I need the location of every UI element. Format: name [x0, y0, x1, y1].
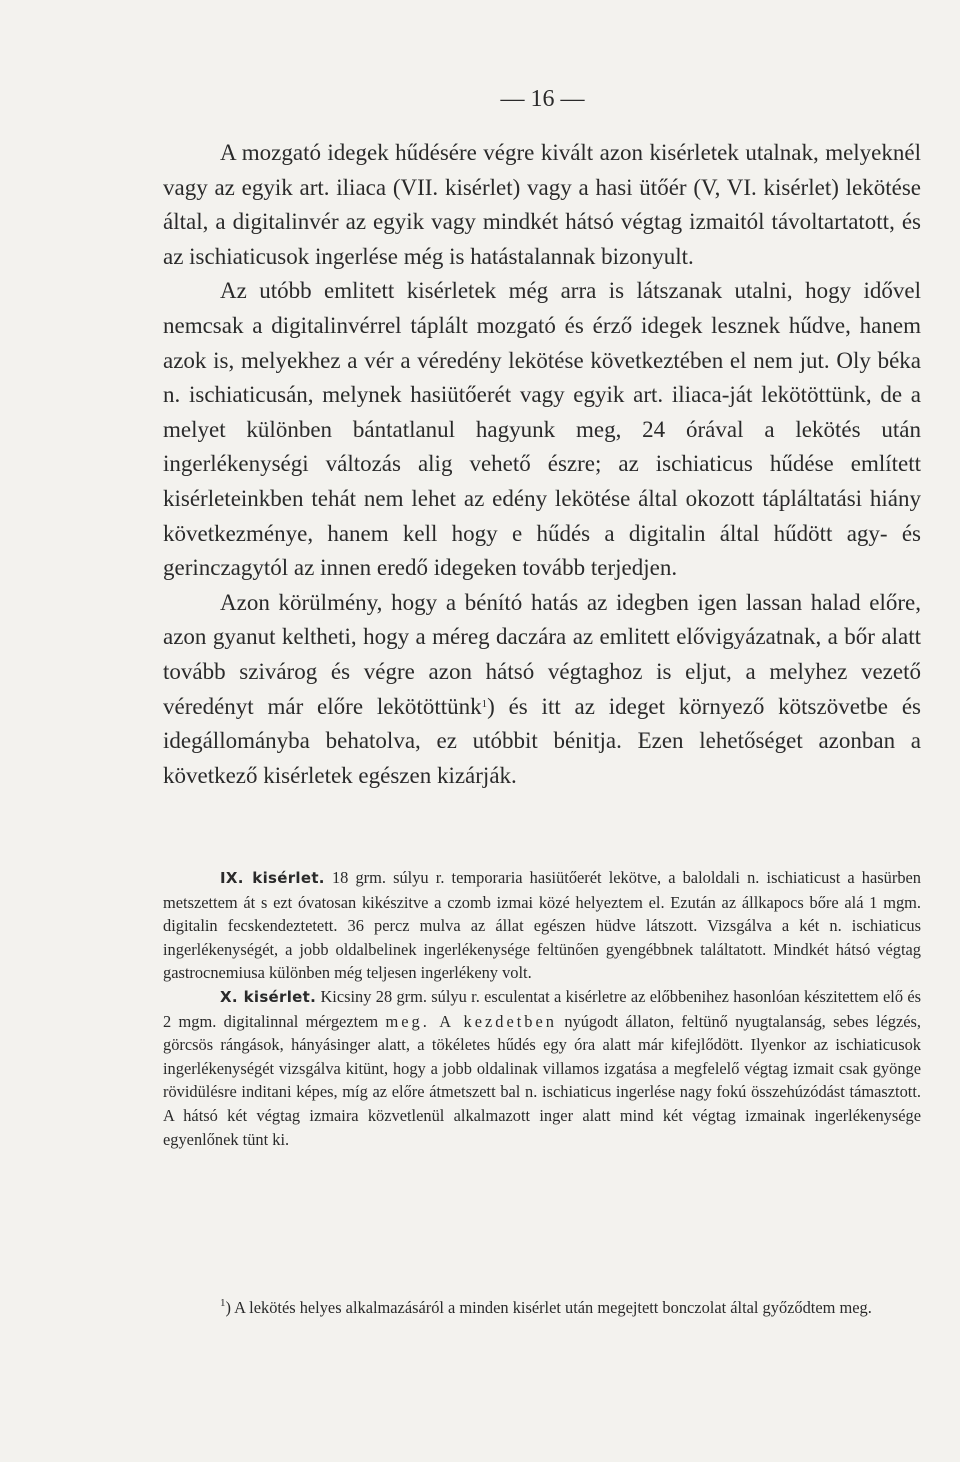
paragraph-1: A mozgató idegek hűdésére végre kivált azon kisérletek utalnak, melyeknél vagy az egyik art. iliaca (VII. kisérlet) vagy a hasi ütőér (V, VI. kisérlet) lekötése által, a digitalinvér az egyik vagy mindkét hátsó végtag izmaitól távoltartatott, és az ischiaticusok ingerlése még is hatástalannak bizonyult.: [163, 140, 921, 269]
experiment-ix-text: 18 grm. súlyu r. temporaria hasiütőerét lekötve, a baloldali n. ischiaticust a hasürben metszettem át s ezt óvatosan kikészitve a czomb izmai közé helyeztem el. Ezután az állkapocs bőre alá 1 mgm. digitalin fecskendeztetett. 36 percz mulva az állat egészen hüdve látszott. Vizsgálva a két n. ischiaticus ingerlékenységét, a jobb oldalbelinek ingerlékenysége feltünően gyengébbnek találtatott. Mindkét hátsó végtag gastrocnemiusa különben még teljesen ingerlékeny volt.: [163, 868, 921, 983]
experiment-ix-heading: IX. kisérlet.: [220, 869, 325, 887]
experiment-x-text-1: Kicsiny 28 grm. súlyu r. esculentat a kisérletre az előbbenihez hasonlóan készitettem elő és 2 mgm. digitalinnal mérgeztem: [163, 986, 921, 1031]
footnote-marker: 1: [220, 1297, 226, 1309]
experiment-x-spaced-text: meg. A kezdetben: [385, 1011, 557, 1031]
page-number: — 16 —: [500, 86, 585, 112]
footnote-text: ) A lekötés helyes alkalmazásáról a minden kisérlet után megejtett bonczolat által győződtem meg.: [225, 1298, 872, 1317]
main-text: [163, 136, 921, 793]
footnote: [163, 1296, 921, 1320]
footnote-ref: 1: [481, 697, 488, 710]
experiment-x-text-2: nyúgodt állaton, feltünő nyugtalanság, sebes légzés, görcsös rángások, hányásinger alatt, a tökéletes hűdés egy óra alatt már kifejlődött. Ilyenkor az ischiaticusok ingerlékenységét vizsgálva kitünt, hogy a jobb oldalinak villamos izgatása a megfelelő végtag izmait csak gyönge rövidülésre inditani képes, míg az előre átmetszett bal n. ischiaticus ingerlése nagy fokú összehúzódást támasztott. A hátsó két végtag izmaira közvetlenül alkalmazott inger alatt mind két végtag izmainak ingerlékenysége egyenlőnek tünt ki.: [163, 1011, 922, 1149]
paragraph-2: Az utóbb emlitett kisérletek még arra is látszanak utalni, hogy idővel nemcsak a digitalinvérrel táplált mozgató és érző idegek lesznek hűdve, hanem azok is, melyekhez a vér a véredény lekötése következtében el nem jut. Oly béka n. ischiaticusán, melynek hasiütőerét vagy egyik art. iliaca-ját lekötöttünk, de a melyet különben bántatlanul hagyunk meg, 24 órával a lekötés után ingerlékenységi változás alig vehető észre; az ischiaticus hűdése említett kisérleteinkben tehát nem lehet az edény lekötése által okozott tápláltatási hiány következménye, hanem kell hogy e hűdés a digitalin által hűdött agy- és gerinczagytól az innen eredő idegeken tovább terjedjen.: [163, 278, 921, 581]
paragraph-3: [163, 586, 921, 794]
footnote-1: [163, 1296, 921, 1320]
paragraph-3-text-a: Azon körülmény, hogy a bénító hatás az idegben igen lassan halad előre, azon gyanut keltheti, hogy a méreg daczára az emlitett elővigyázatnak, a bőr alatt tovább szivárog és végre azon hátsó végtaghoz is eljut, a melyhez vezető véredényt már előre lekötöttünk: [163, 589, 921, 719]
paragraph-3-text-b: ) és itt az ideget környező kötszövetbe és idegállományba behatolva, ez utóbbit bénitja. Ezen lehetőséget azonban a következő kisérletek egészen kizárják.: [163, 693, 921, 788]
experiment-x-heading: X. kisérlet.: [220, 987, 317, 1006]
experiments-section: [163, 866, 921, 1151]
experiment-x: [163, 985, 921, 1151]
experiment-ix: [163, 866, 921, 985]
